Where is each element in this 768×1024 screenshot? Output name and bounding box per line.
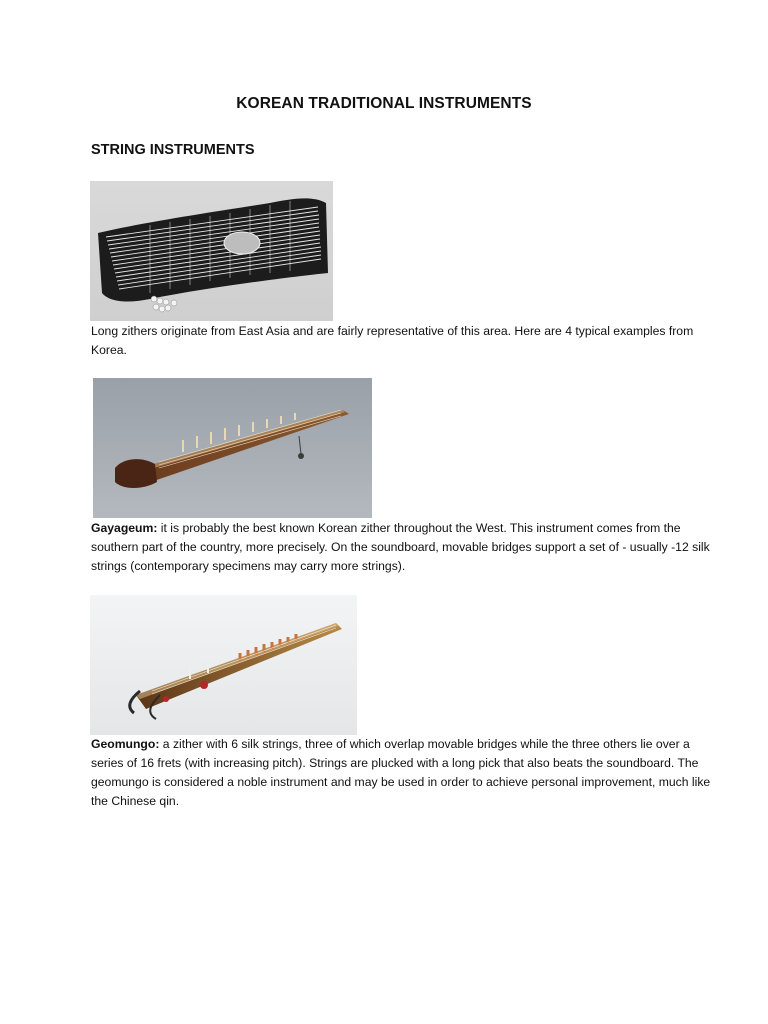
caption-term: Geomungo: [91,737,160,751]
caption-text: Long zithers originate from East Asia and are fairly representative of this area. Here are 4 typical examples from Korea. [91,324,694,357]
caption-term: Gayageum: [91,521,158,535]
page-title: KOREAN TRADITIONAL INSTRUMENTS [236,95,532,112]
long-zither-photo [90,181,333,321]
gayageum-caption [91,519,711,576]
geomungo-photo [90,595,357,735]
long-zither-caption [91,322,711,360]
geomungo-caption [91,735,711,811]
section-heading: STRING INSTRUMENTS [91,142,255,158]
caption-text: a zither with 6 silk strings, three of which overlap movable bridges while the three others lie over a series of 16 frets (with increasing pitch). Strings are plucked with a long pick that also beats the soundboard. The geomungo is considered a noble instrument and may be used in order to achieve personal improvement, much like the Chinese qin. [91,737,711,808]
caption-text: it is probably the best known Korean zither throughout the West. This instrument comes from the southern part of the country, more precisely. On the soundboard, movable bridges support a set of - usually -12 silk strings (contemporary specimens may carry more strings). [91,521,710,573]
gayageum-photo [93,378,372,518]
